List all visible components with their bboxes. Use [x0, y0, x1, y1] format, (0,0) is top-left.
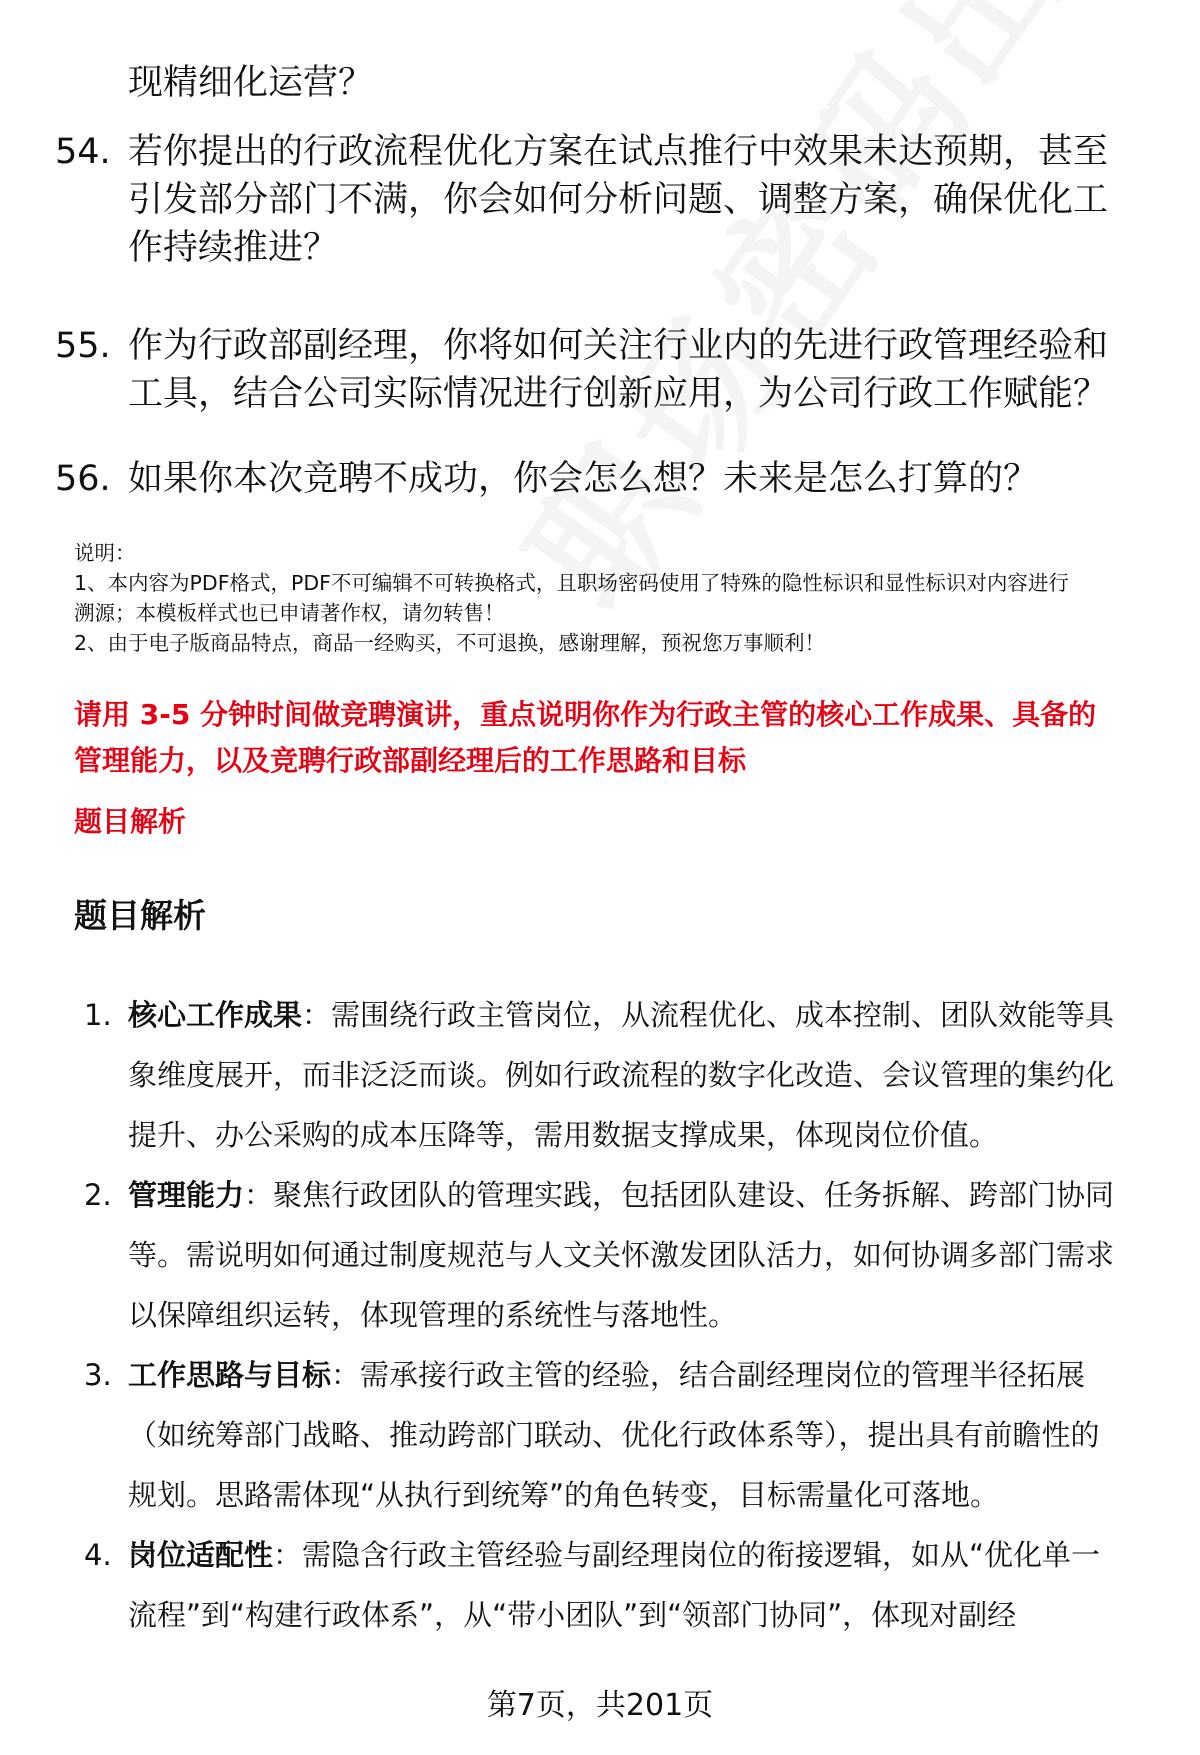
notes-line: 溯源；本模板样式也已申请著作权，请勿转售！: [74, 601, 505, 625]
item-line: ：需围绕行政主管岗位，从流程优化、成本控制、团队效能等具: [302, 998, 1115, 1032]
notes-line: 2、由于电子版商品特点，商品一经购买，不可退换，感谢理解，预祝您万事顺利！: [74, 631, 826, 655]
item-line: 等。需说明如何通过制度规范与人文关怀激发团队活力，如何协调多部门需求: [128, 1238, 1115, 1272]
notes-heading: 说明：: [74, 541, 136, 565]
item-line: 象维度展开，而非泛泛而谈。例如行政流程的数字化改造、会议管理的集约化: [128, 1058, 1115, 1092]
item-line: （如统筹部门战略、推动跨部门联动、优化行政体系等），提出具有前瞻性的: [128, 1418, 1100, 1452]
question-line: 引发部分部门不满，你会如何分析问题、调整方案，确保优化工: [128, 180, 1109, 220]
analysis-label-red: 题目解析: [74, 805, 187, 838]
item-number: 1.: [84, 998, 112, 1032]
analysis-list: [84, 985, 1164, 1645]
item-number: 3.: [84, 1358, 112, 1392]
question-number: 56.: [55, 459, 111, 499]
question-line: 若你提出的行政流程优化方案在试点推行中效果未达预期，甚至: [128, 132, 1109, 172]
item-heading: 工作思路与目标: [128, 1358, 332, 1392]
question-line: 作为行政部副经理，你将如何关注行业内的先进行政管理经验和: [128, 326, 1109, 366]
item-number: 2.: [84, 1178, 112, 1212]
item-number: 4.: [84, 1538, 112, 1572]
item-line: ：需承接行政主管的经验，结合副经理岗位的管理半径拓展: [331, 1358, 1086, 1392]
list-item: [84, 1165, 1164, 1345]
notes-line: 1、本内容为PDF格式，PDF不可编辑不可转换格式，且职场密码使用了特殊的隐性标识和显性标识对内容进行: [74, 571, 1069, 595]
item-line: 以保障组织运转，体现管理的系统性与落地性。: [128, 1298, 738, 1332]
question-line: 如果你本次竞聘不成功，你会怎么想？未来是怎么打算的？: [128, 459, 1039, 499]
question-continuation: 现精细化运营？: [128, 63, 374, 103]
analysis-heading: 题目解析: [74, 896, 206, 935]
speech-prompt: [74, 692, 1164, 784]
item-line: 提升、办公采购的成本压降等，需用数据支撑成果，体现岗位价值。: [128, 1118, 999, 1152]
question-56: [55, 455, 1145, 503]
item-line: ：需隐含行政主管经验与副经理岗位的衔接逻辑，如从“优化单一: [273, 1538, 1101, 1572]
item-heading: 核心工作成果: [128, 998, 303, 1032]
prompt-line: 管理能力，以及竞聘行政部副经理后的工作思路和目标: [74, 744, 747, 777]
item-line: 规划。思路需体现“从执行到统筹”的角色转变，目标需量化可落地。: [128, 1478, 1000, 1512]
question-number: 54.: [55, 132, 111, 172]
list-item: [84, 1345, 1164, 1525]
prompt-line: 请用 3-5 分钟时间做竞聘演讲，重点说明你作为行政主管的核心工作成果、具备的: [74, 698, 1097, 731]
list-item: [84, 1525, 1164, 1645]
item-heading: 管理能力: [128, 1178, 245, 1212]
list-item: [84, 985, 1164, 1165]
item-heading: 岗位适配性: [128, 1538, 274, 1572]
question-line: 作持续推进？: [128, 228, 339, 268]
item-line: ：聚焦行政团队的管理实践，包括团队建设、任务拆解、跨部门协同: [244, 1178, 1115, 1212]
notes-block: [74, 538, 1174, 658]
question-54: [55, 128, 1145, 272]
question-number: 55.: [55, 326, 111, 366]
question-55: [55, 322, 1145, 418]
question-line: 工具，结合公司实际情况进行创新应用，为公司行政工作赋能？: [128, 374, 1109, 414]
item-line: 流程”到“构建行政体系”，从“带小团队”到“领部门协同”，体现对副经: [128, 1598, 1017, 1632]
page-footer: 第7页，共201页: [486, 1688, 714, 1723]
